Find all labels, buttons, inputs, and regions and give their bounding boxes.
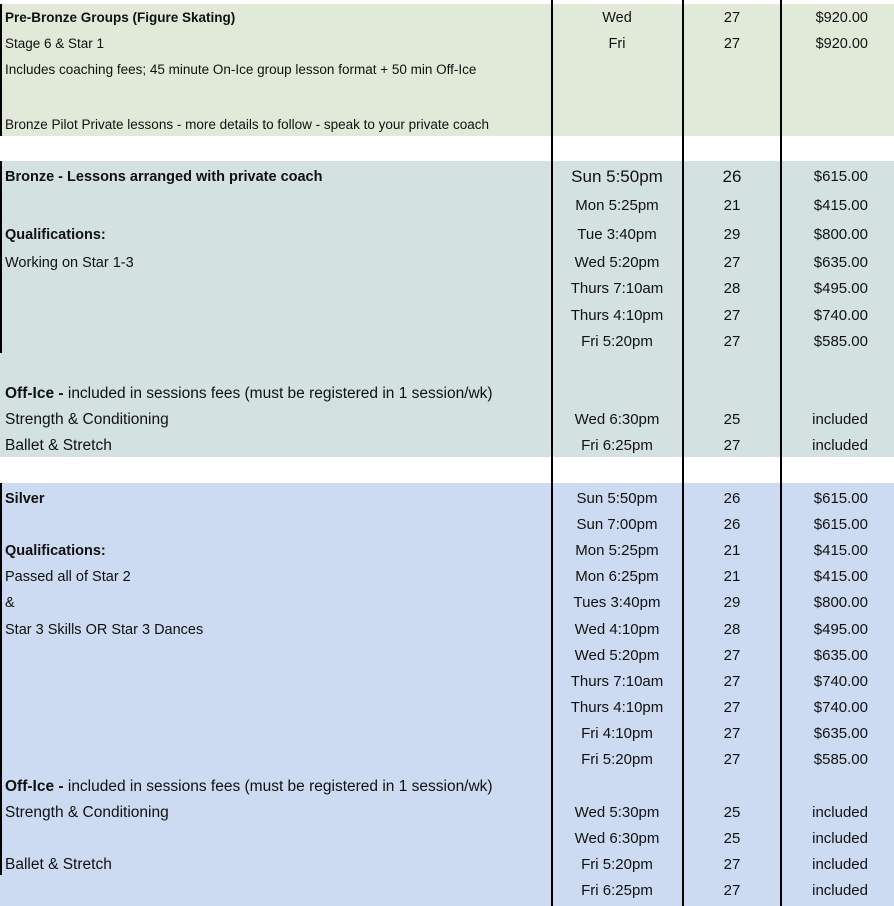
- session-weeks: 28: [723, 280, 741, 297]
- session-weeks: 27: [723, 254, 741, 271]
- session-day-time: Thurs 4:10pm: [570, 699, 664, 716]
- session-weeks: 27: [723, 10, 741, 26]
- table-row: [0, 5, 894, 31]
- session-price: $415.00: [813, 542, 868, 559]
- table-row: [0, 512, 894, 538]
- table-row: [0, 826, 894, 852]
- session-price: $585.00: [813, 751, 868, 768]
- session-weeks: 27: [723, 437, 741, 454]
- session-weeks: 27: [723, 882, 741, 899]
- qualification-text: Working on Star 1-3: [5, 255, 134, 271]
- table-row: [0, 564, 894, 590]
- session-price: $740.00: [813, 673, 868, 690]
- session-price: included: [812, 830, 868, 847]
- session-day-time: Thurs 7:10am: [570, 673, 664, 690]
- session-weeks: 28: [723, 621, 741, 638]
- session-price: $415.00: [813, 568, 868, 585]
- session-weeks: 29: [723, 226, 741, 243]
- off-ice-class: Strength & Conditioning: [5, 411, 169, 428]
- session-day-time: Thurs 7:10am: [570, 280, 664, 297]
- table-row: [0, 800, 894, 826]
- qualification-text: &: [5, 595, 15, 611]
- off-ice-class: Ballet & Stretch: [5, 856, 112, 873]
- session-day-time: Wed 5:20pm: [574, 647, 660, 664]
- session-price: $495.00: [813, 280, 868, 297]
- session-day-time: Fri 5:20pm: [581, 333, 653, 350]
- table-row: [0, 57, 894, 83]
- session-weeks: 21: [723, 542, 741, 559]
- session-price: $615.00: [813, 168, 868, 185]
- session-price: $740.00: [813, 307, 868, 324]
- private-lessons-note: Bronze Pilot Private lessons - more details to follow - speak to your private coach: [5, 117, 489, 132]
- table-row: [0, 590, 894, 616]
- session-weeks: 29: [723, 594, 741, 611]
- off-ice-heading: Off-Ice -: [5, 385, 64, 402]
- session-weeks: 27: [723, 699, 741, 716]
- table-row: [0, 695, 894, 721]
- table-row: [0, 112, 894, 138]
- session-weeks: 25: [723, 804, 741, 821]
- session-price: $635.00: [813, 647, 868, 664]
- session-weeks: 27: [723, 36, 741, 52]
- table-row: [0, 250, 894, 276]
- session-day-time: Fri 6:25pm: [581, 882, 653, 899]
- table-row: [0, 643, 894, 669]
- session-day-time: Wed 6:30pm: [574, 830, 660, 847]
- off-ice-note: included in sessions fees (must be registered in 1 session/wk): [63, 385, 493, 402]
- session-day-time: Wed: [602, 10, 632, 26]
- table-row: [0, 669, 894, 695]
- session-price: $920.00: [815, 10, 868, 26]
- session-day-time: Fri: [608, 36, 626, 52]
- session-weeks: 27: [723, 673, 741, 690]
- session-price: included: [812, 856, 868, 873]
- session-day-time: Sun 5:50pm: [576, 490, 658, 507]
- table-row: [0, 329, 894, 355]
- qualifications-heading: Qualifications:: [5, 543, 106, 559]
- session-price: $635.00: [813, 254, 868, 271]
- qualification-text: Passed all of Star 2: [5, 569, 131, 585]
- table-row: [0, 538, 894, 564]
- session-day-time: Tue 3:40pm: [577, 226, 657, 243]
- session-day-time: Mon 5:25pm: [575, 542, 659, 559]
- session-price: $495.00: [813, 621, 868, 638]
- session-price: $415.00: [813, 197, 868, 214]
- session-day-time: Sun 7:00pm: [576, 516, 658, 533]
- session-weeks: 27: [723, 333, 741, 350]
- off-ice-heading: Off-Ice -: [5, 778, 64, 795]
- session-weeks: 27: [723, 751, 741, 768]
- level-description: Stage 6 & Star 1: [5, 36, 105, 51]
- session-weeks: 26: [723, 490, 741, 507]
- session-weeks: 27: [723, 307, 741, 324]
- session-price: $740.00: [813, 699, 868, 716]
- session-price: $920.00: [815, 36, 868, 52]
- table-row: [0, 31, 894, 57]
- off-ice-class: Ballet & Stretch: [5, 437, 112, 454]
- session-day-time: Mon 6:25pm: [575, 568, 659, 585]
- session-weeks: 25: [723, 411, 741, 428]
- table-row: [0, 381, 894, 407]
- qualifications-heading: Qualifications:: [5, 227, 106, 243]
- session-weeks: 27: [723, 647, 741, 664]
- session-weeks: 27: [723, 725, 741, 742]
- session-weeks: 26: [723, 516, 741, 533]
- session-weeks: 27: [723, 856, 741, 873]
- session-weeks: 25: [723, 830, 741, 847]
- session-price: $585.00: [813, 333, 868, 350]
- session-day-time: Fri 5:20pm: [581, 751, 653, 768]
- table-row: [0, 617, 894, 643]
- table-row: [0, 878, 894, 904]
- table-row: [0, 486, 894, 512]
- session-weeks: 21: [723, 197, 741, 214]
- table-row: [0, 164, 894, 190]
- session-day-time: Fri 5:20pm: [581, 856, 653, 873]
- fee-note: Includes coaching fees; 45 minute On-Ice group lesson format + 50 min Off-Ice: [5, 62, 477, 77]
- table-row: [0, 852, 894, 878]
- session-price: included: [812, 882, 868, 899]
- session-day-time: Wed 6:30pm: [574, 411, 660, 428]
- session-day-time: Wed 4:10pm: [574, 621, 660, 638]
- session-price: $800.00: [813, 594, 868, 611]
- session-day-time: Sun 5:50pm: [571, 167, 663, 186]
- table-row: [0, 747, 894, 773]
- session-day-time: Fri 6:25pm: [581, 437, 653, 454]
- table-row: [0, 774, 894, 800]
- table-row: [0, 222, 894, 248]
- session-day-time: Thurs 4:10pm: [570, 307, 664, 324]
- session-day-time: Mon 5:25pm: [575, 197, 659, 214]
- session-price: $800.00: [813, 226, 868, 243]
- session-price: $635.00: [813, 725, 868, 742]
- section-title: Silver: [5, 491, 45, 507]
- session-day-time: Wed 5:20pm: [574, 254, 660, 271]
- off-ice-note: included in sessions fees (must be registered in 1 session/wk): [63, 778, 493, 795]
- session-price: $615.00: [813, 490, 868, 507]
- session-weeks: 26: [722, 167, 742, 186]
- section-title: Bronze - Lessons arranged with private coach: [5, 169, 323, 185]
- table-row: [0, 721, 894, 747]
- table-row: [0, 407, 894, 433]
- session-price: $615.00: [813, 516, 868, 533]
- table-row: [0, 433, 894, 459]
- session-day-time: Fri 4:10pm: [581, 725, 653, 742]
- session-price: included: [812, 804, 868, 821]
- off-ice-class: Strength & Conditioning: [5, 804, 169, 821]
- table-row: [0, 303, 894, 329]
- session-day-time: Wed 5:30pm: [574, 804, 660, 821]
- qualification-text: Star 3 Skills OR Star 3 Dances: [5, 622, 204, 638]
- section-title: Pre-Bronze Groups (Figure Skating): [5, 10, 236, 25]
- session-day-time: Tues 3:40pm: [573, 594, 661, 611]
- session-weeks: 21: [723, 568, 741, 585]
- table-row: [0, 193, 894, 219]
- session-price: included: [812, 411, 868, 428]
- session-price: included: [812, 437, 868, 454]
- table-row: [0, 276, 894, 302]
